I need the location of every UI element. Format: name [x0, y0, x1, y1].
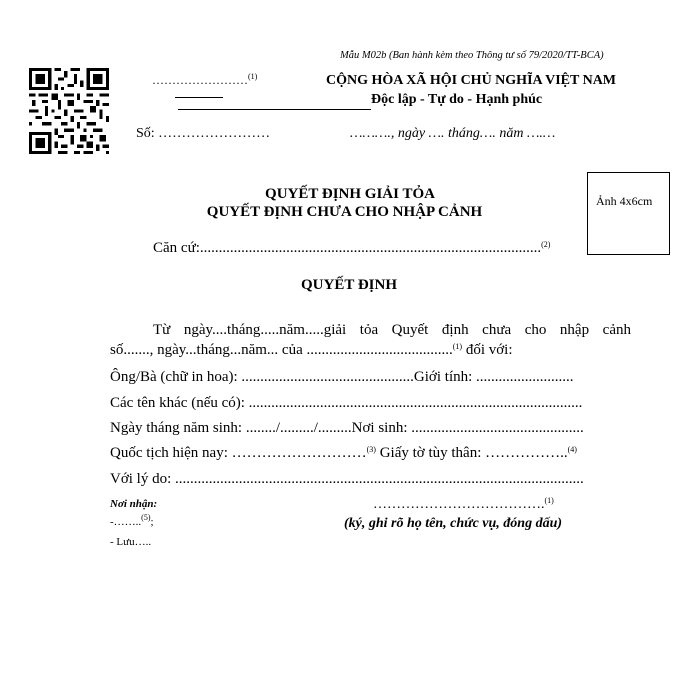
paragraph-line-2: [110, 342, 513, 359]
legal-basis-footnote: (2): [541, 240, 551, 249]
recipient-line-1-end: ;: [150, 516, 154, 528]
agency-placeholder: [152, 73, 257, 88]
document-number: Số: ……………………: [136, 126, 271, 141]
legal-basis-text: Căn cứ:...........................................................................................: [153, 240, 542, 256]
signature-footnote: (1): [544, 496, 554, 505]
paragraph-line-2-end: đối với:: [462, 342, 513, 358]
nationality-footnote: (3): [366, 445, 376, 454]
id-document-footnote: (4): [567, 445, 577, 454]
signature-placeholder: [373, 497, 554, 513]
agency-underline: [175, 97, 223, 98]
agency-footnote: (1): [248, 72, 258, 81]
form-code: Mẫu M02b (Ban hành kèm theo Thông tư số 79/2020/TT-BCA): [340, 50, 604, 61]
national-title: CỘNG HÒA XÃ HỘI CHỦ NGHĨA VIỆT NAM: [326, 73, 617, 88]
title-line-2: QUYẾT ĐỊNH CHƯA CHO NHẬP CẢNH: [206, 204, 483, 220]
photo-label: Ảnh 4x6cm: [596, 194, 653, 208]
paragraph-line-2-text: số......., ngày...tháng...năm... của .......................................: [110, 342, 453, 358]
field-date-of-birth: Ngày tháng năm sinh: ......../........./.........Nơi sinh: ..............................................: [110, 420, 584, 436]
title-line-1: QUYẾT ĐỊNH GIẢI TỎA: [265, 186, 435, 202]
field-full-name: Ông/Bà (chữ in hoa): ..............................................Giới tính: ..........................: [110, 369, 574, 385]
recipient-archive: - Lưu…..: [110, 536, 152, 548]
field-other-names: Các tên khác (nếu có): .........................................................................................: [110, 395, 583, 411]
legal-basis: [153, 240, 550, 257]
field-nationality-text: Quốc tịch hiện nay: ………………………: [110, 445, 367, 461]
agency-dots: ……………………: [152, 73, 248, 87]
recipient-line-1: [110, 513, 154, 528]
decision-heading: QUYẾT ĐỊNH: [301, 277, 397, 293]
recipient-line-1-text: -……..: [110, 516, 142, 528]
signature-dots: ……………………………….: [373, 497, 545, 512]
paragraph-footnote: (1): [452, 342, 463, 351]
field-id-document: Giấy tờ tùy thân: ……………..: [375, 445, 568, 461]
recipients-label: Nơi nhận:: [110, 498, 158, 510]
signature-note: (ký, ghi rõ họ tên, chức vụ, đóng dấu): [344, 516, 563, 531]
field-nationality: [110, 445, 577, 462]
motto-underline: [178, 109, 371, 110]
field-reason: Với lý do: .............................................................................................................: [110, 471, 584, 487]
date-line: ………., ngày …. tháng…. năm ….…: [350, 126, 556, 141]
motto: Độc lập - Tự do - Hạnh phúc: [371, 92, 543, 107]
paragraph-line-1: Từ ngày....tháng.....năm.....giải tỏa Quyết định chưa cho nhập cảnh: [153, 322, 631, 338]
recipient-footnote: (5): [141, 513, 151, 522]
qr-code: [29, 67, 109, 155]
